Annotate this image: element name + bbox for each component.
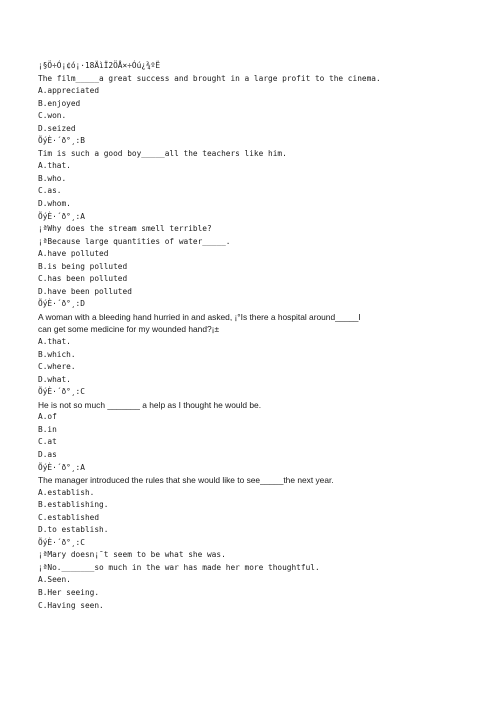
question-4-line-2: can get some medicine for my wounded hand?¡± — [38, 324, 220, 335]
document-heading: ¡§Ö÷Ó¡¢ó¡·18ÄìÏ2ÖÅ×÷Óú¿¾ºË — [38, 61, 161, 70]
question-6: The manager introduced the rules that she would like to see_____the next year. — [38, 475, 334, 486]
option-a: A.Seen. — [38, 575, 71, 585]
option-b: B.establishing. — [38, 500, 109, 510]
answer: ÕýÈ·´ð°¸:A — [38, 462, 85, 472]
option-c: C.as. — [38, 186, 62, 196]
option-d: D.what. — [38, 374, 71, 384]
answer: ÕýÈ·´ð°¸:D — [38, 299, 85, 309]
option-c: C.Having seen. — [38, 600, 104, 610]
option-b: B.enjoyed — [38, 98, 81, 108]
option-c: C.where. — [38, 362, 76, 372]
option-a: A.establish. — [38, 487, 95, 497]
option-b: B.is being polluted — [38, 261, 128, 271]
answer: ÕýÈ·´ð°¸:B — [38, 136, 85, 146]
answer: ÕýÈ·´ð°¸:A — [38, 211, 85, 221]
option-c: C.won. — [38, 111, 67, 121]
answer: ÕýÈ·´ð°¸:C — [38, 537, 85, 547]
option-d: D.have been polluted — [38, 286, 132, 296]
question-4-line-1: A woman with a bleeding hand hurried in and asked, ¡°Is there a hospital around_____I — [38, 311, 361, 322]
question-7-response: ¡ªNo._______so much in the war has made her more thoughtful. — [38, 562, 320, 572]
document-page — [38, 60, 478, 612]
option-a: A.that. — [38, 161, 71, 171]
option-a: A.have polluted — [38, 249, 109, 259]
question-3-response: ¡ªBecause large quantities of water_____. — [38, 236, 231, 246]
question-7-prompt: ¡ªMary doesn¡¯t seem to be what she was. — [38, 550, 226, 560]
option-b: B.which. — [38, 349, 76, 359]
option-d: D.as — [38, 449, 57, 459]
option-b: B.in — [38, 424, 57, 434]
question-3-prompt: ¡ªWhy does the stream smell terrible? — [38, 224, 212, 234]
option-b: B.who. — [38, 173, 67, 183]
option-d: D.whom. — [38, 199, 71, 209]
question-1: The film_____a great success and brought in a large profit to the cinema. — [38, 73, 381, 83]
question-5: He is not so much _______ a help as I thought he would be. — [38, 399, 262, 410]
option-a: A.that. — [38, 337, 71, 347]
option-c: C.has been polluted — [38, 274, 128, 284]
option-d: D.to establish. — [38, 525, 109, 535]
option-d: D.seized — [38, 123, 76, 133]
question-2: Tim is such a good boy_____all the teachers like him. — [38, 148, 287, 158]
option-b: B.Her seeing. — [38, 587, 100, 597]
option-a: A.appreciated — [38, 86, 100, 96]
option-c: C.at — [38, 437, 57, 447]
option-c: C.established — [38, 512, 100, 522]
answer: ÕýÈ·´ð°¸:C — [38, 387, 85, 397]
option-a: A.of — [38, 412, 57, 422]
